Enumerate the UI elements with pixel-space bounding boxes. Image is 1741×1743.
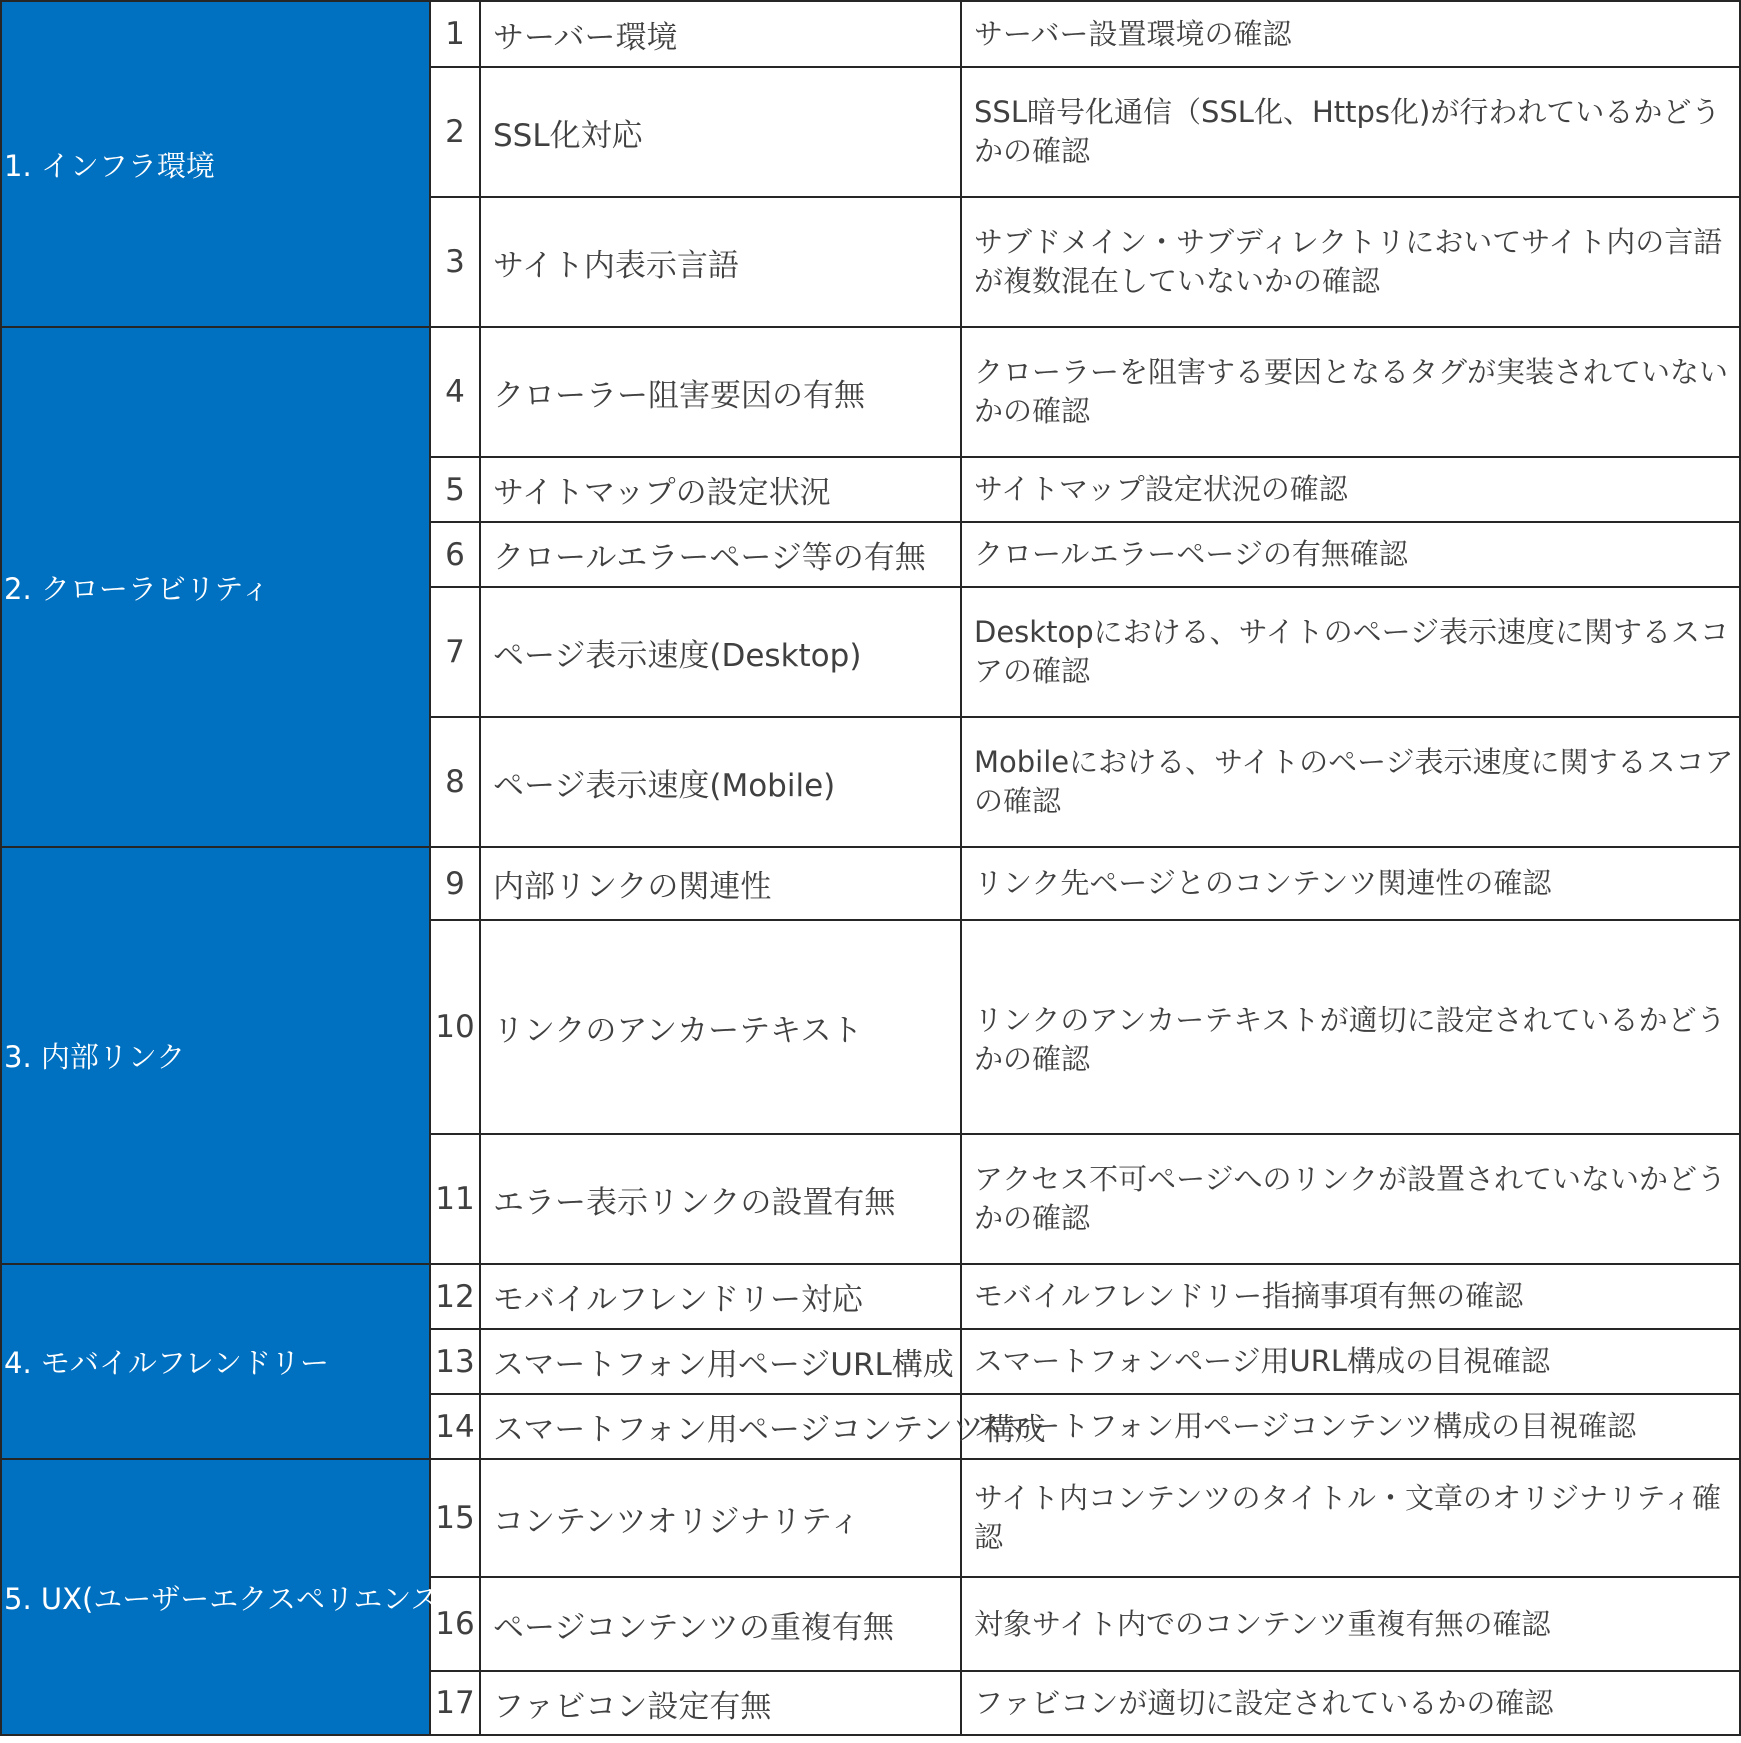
check-item: SSL化対応 xyxy=(480,67,961,197)
row-number: 1 xyxy=(430,1,480,67)
row-number: 13 xyxy=(430,1329,480,1394)
table-row xyxy=(1,1459,1740,1577)
table-row xyxy=(1,1264,1740,1329)
check-item: クロールエラーページ等の有無 xyxy=(480,522,961,587)
check-item: エラー表示リンクの設置有無 xyxy=(480,1134,961,1264)
category-mobile-friendly: 4. モバイルフレンドリー xyxy=(1,1264,430,1459)
category-ux: 5. UX(ユーザーエクスペリエンス) xyxy=(1,1459,430,1735)
check-description: アクセス不可ページへのリンクが設置されていないかどうかの確認 xyxy=(961,1134,1740,1264)
row-number: 4 xyxy=(430,327,480,457)
row-number: 16 xyxy=(430,1577,480,1671)
check-item: 内部リンクの関連性 xyxy=(480,847,961,920)
row-number: 10 xyxy=(430,920,480,1134)
category-internal-links: 3. 内部リンク xyxy=(1,847,430,1264)
check-item: ページ表示速度(Desktop) xyxy=(480,587,961,717)
row-number: 14 xyxy=(430,1394,480,1459)
check-item: スマートフォン用ページURL構成 xyxy=(480,1329,961,1394)
check-description: 対象サイト内でのコンテンツ重複有無の確認 xyxy=(961,1577,1740,1671)
check-description: ファビコンが適切に設定されているかの確認 xyxy=(961,1671,1740,1735)
check-description: サーバー設置環境の確認 xyxy=(961,1,1740,67)
check-item: スマートフォン用ページコンテンツ構成 xyxy=(480,1394,961,1459)
check-description: モバイルフレンドリー指摘事項有無の確認 xyxy=(961,1264,1740,1329)
check-description: クロールエラーページの有無確認 xyxy=(961,522,1740,587)
check-item: サーバー環境 xyxy=(480,1,961,67)
row-number: 11 xyxy=(430,1134,480,1264)
check-description: サブドメイン・サブディレクトリにおいてサイト内の言語が複数混在していないかの確認 xyxy=(961,197,1740,327)
row-number: 8 xyxy=(430,717,480,847)
row-number: 6 xyxy=(430,522,480,587)
row-number: 9 xyxy=(430,847,480,920)
table-row xyxy=(1,847,1740,920)
check-item: クローラー阻害要因の有無 xyxy=(480,327,961,457)
check-item: ファビコン設定有無 xyxy=(480,1671,961,1735)
category-crawlability: 2. クローラビリティ xyxy=(1,327,430,847)
check-item: サイト内表示言語 xyxy=(480,197,961,327)
check-description: スマートフォンページ用URL構成の目視確認 xyxy=(961,1329,1740,1394)
check-description: スマートフォン用ページコンテンツ構成の目視確認 xyxy=(961,1394,1740,1459)
table-row xyxy=(1,1,1740,67)
row-number: 3 xyxy=(430,197,480,327)
check-item: コンテンツオリジナリティ xyxy=(480,1459,961,1577)
row-number: 2 xyxy=(430,67,480,197)
row-number: 7 xyxy=(430,587,480,717)
row-number: 12 xyxy=(430,1264,480,1329)
check-description: SSL暗号化通信（SSL化、Https化)が行われているかどうかの確認 xyxy=(961,67,1740,197)
table-row xyxy=(1,327,1740,457)
row-number: 17 xyxy=(430,1671,480,1735)
check-description: Desktopにおける、サイトのページ表示速度に関するスコアの確認 xyxy=(961,587,1740,717)
check-item: リンクのアンカーテキスト xyxy=(480,920,961,1134)
check-item: サイトマップの設定状況 xyxy=(480,457,961,522)
check-item: ページ表示速度(Mobile) xyxy=(480,717,961,847)
check-item: モバイルフレンドリー対応 xyxy=(480,1264,961,1329)
check-description: リンクのアンカーテキストが適切に設定されているかどうかの確認 xyxy=(961,920,1740,1134)
check-item: ページコンテンツの重複有無 xyxy=(480,1577,961,1671)
check-description: リンク先ページとのコンテンツ関連性の確認 xyxy=(961,847,1740,920)
check-description: Mobileにおける、サイトのページ表示速度に関するスコアの確認 xyxy=(961,717,1740,847)
category-infra: 1. インフラ環境 xyxy=(1,1,430,327)
check-description: サイト内コンテンツのタイトル・文章のオリジナリティ確認 xyxy=(961,1459,1740,1577)
check-description: サイトマップ設定状況の確認 xyxy=(961,457,1740,522)
row-number: 5 xyxy=(430,457,480,522)
row-number: 15 xyxy=(430,1459,480,1577)
check-description: クローラーを阻害する要因となるタグが実装されていないかの確認 xyxy=(961,327,1740,457)
